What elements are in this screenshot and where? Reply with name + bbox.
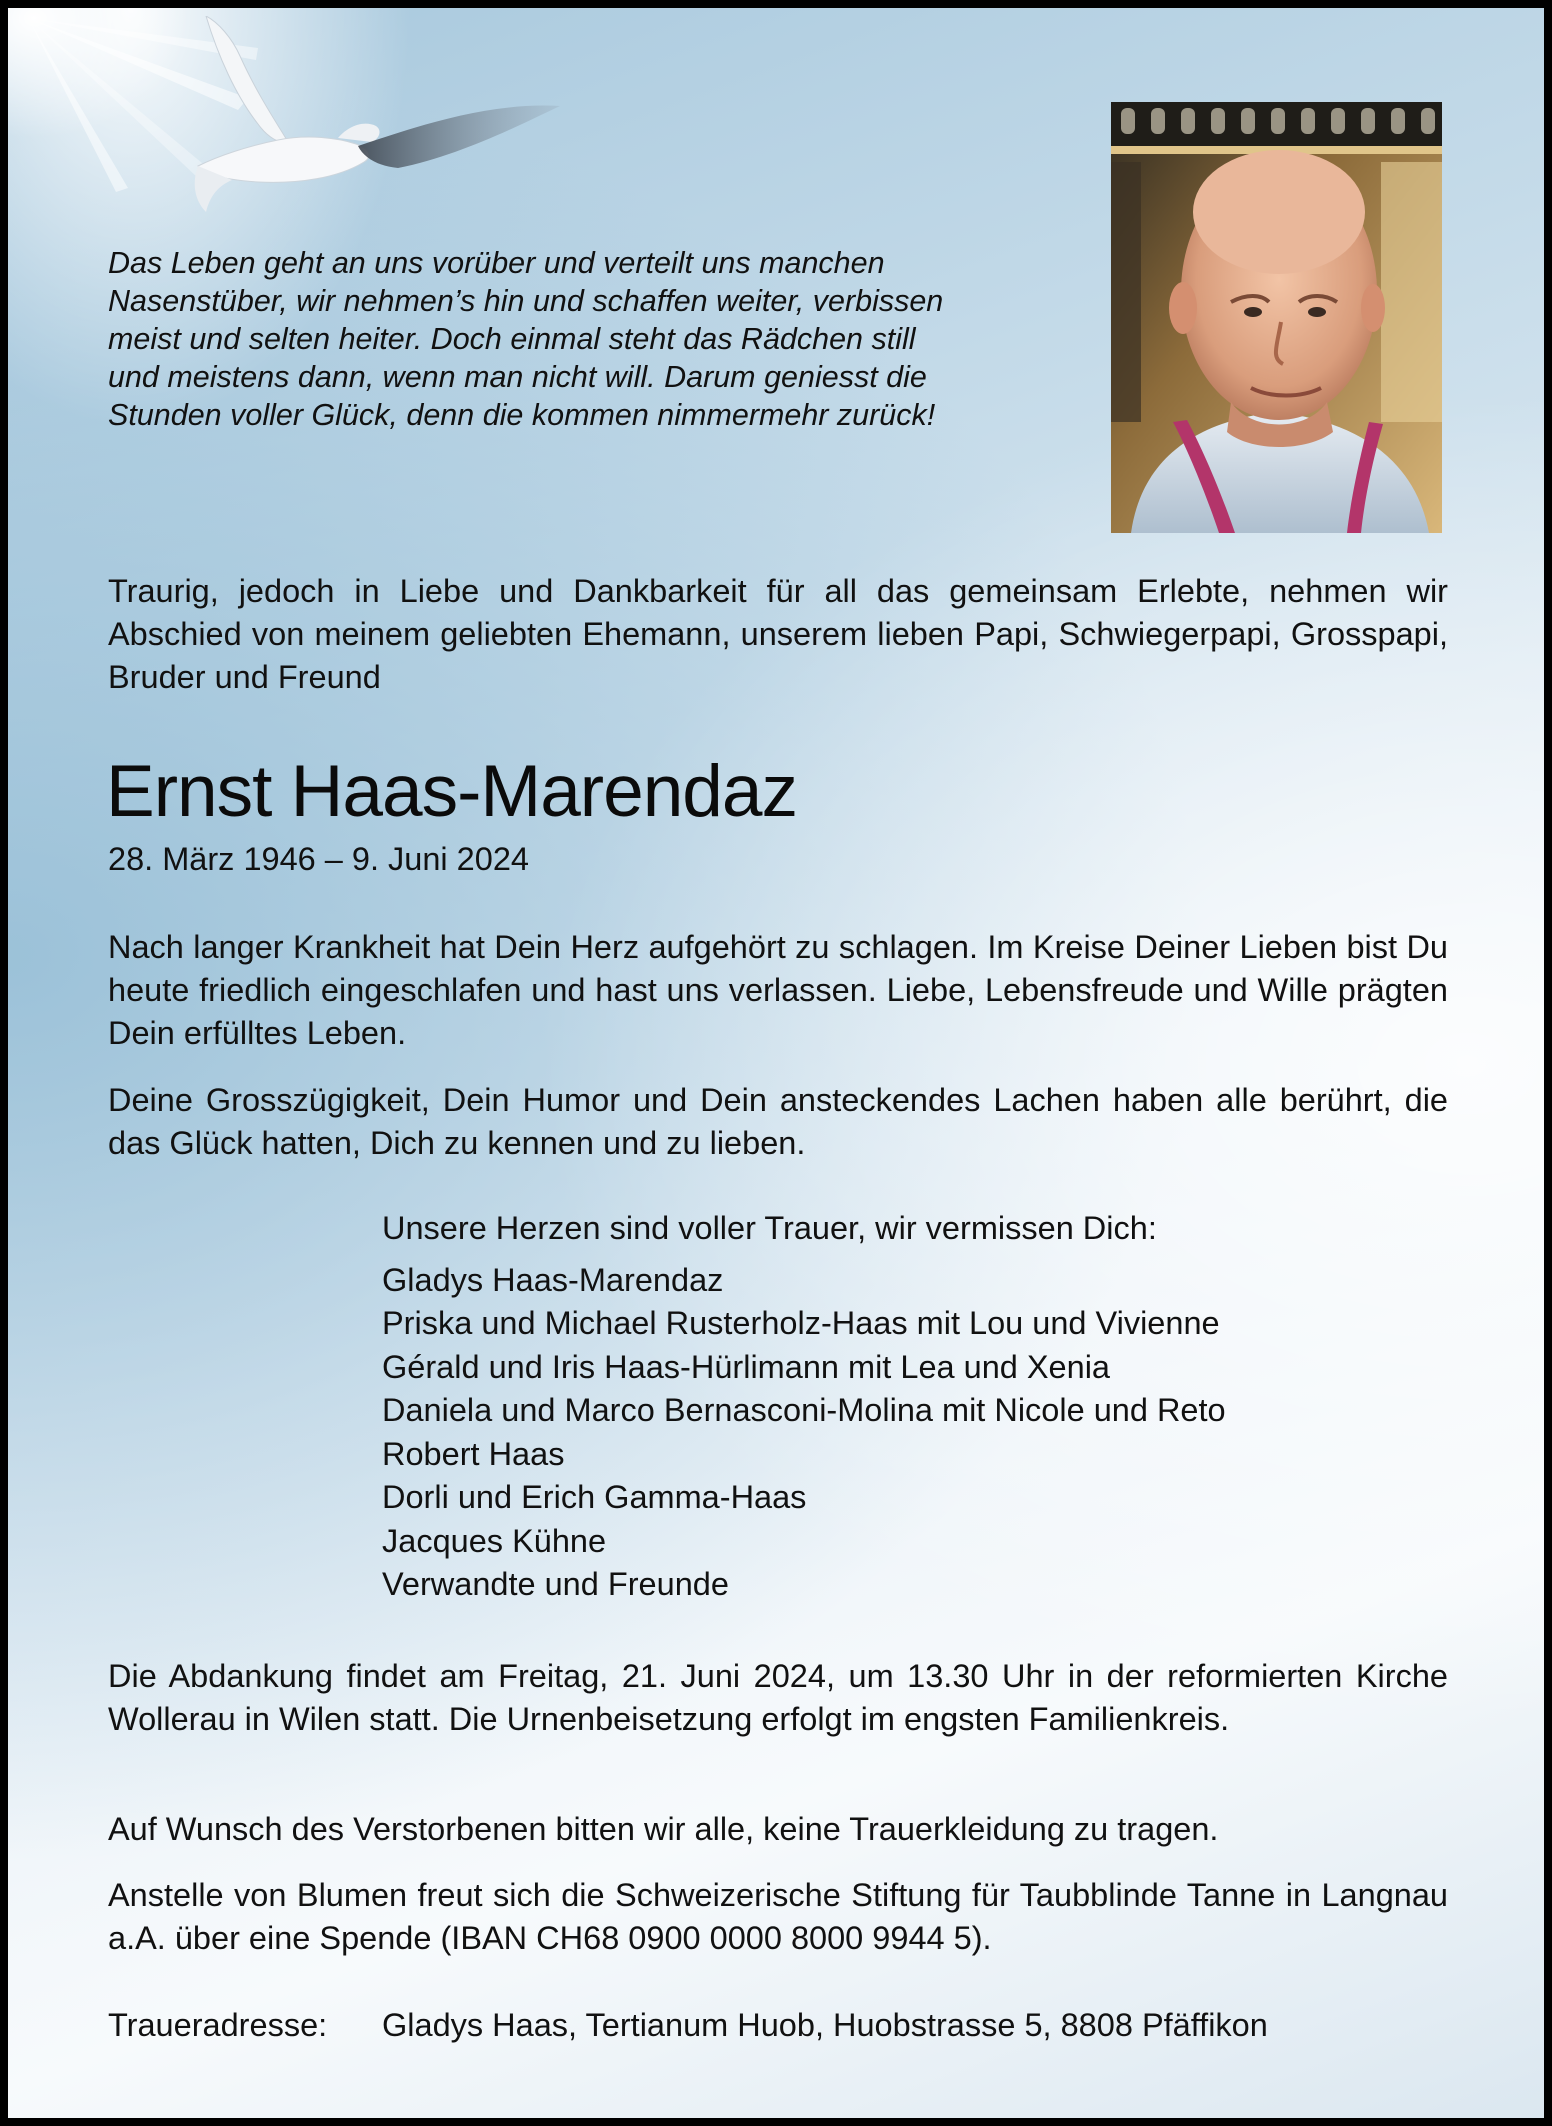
poem-line: Stunden voller Glück, denn die kommen nimmermehr zurück!	[108, 398, 936, 432]
mourner-name: Priska und Michael Rusterholz-Haas mit Lou und Vivienne	[382, 1305, 1220, 1341]
address-label: Traueradresse:	[108, 2007, 328, 2043]
poem-line: meist und selten heiter. Doch einmal steht das Rädchen still	[108, 322, 916, 356]
poem-line: Das Leben geht an uns vorüber und verteilt uns manchen	[108, 246, 885, 280]
poem	[108, 244, 1088, 434]
paragraph-service: Die Abdankung findet am Freitag, 21. Juni 2024, um 13.30 Uhr in der reformierten Kirche Wollerau in Wilen statt. Die Urnenbeisetzung erfolgt im engsten Familienkreis.	[108, 1658, 1448, 1737]
deceased-name: Ernst Haas-Marendaz	[106, 751, 798, 832]
mourner-name: Dorli und Erich Gamma-Haas	[382, 1479, 807, 1515]
paragraph-donation: Anstelle von Blumen freut sich die Schweizerische Stiftung für Taubblinde Tanne in Langnau a.A. über eine Spende (IBAN CH68 0900 0000 8000 9944 5).	[108, 1877, 1448, 1956]
paragraph-attire: Auf Wunsch des Verstorbenen bitten wir alle, keine Trauerkleidung zu tragen.	[108, 1811, 1219, 1847]
mourners-list	[382, 1207, 1452, 1607]
mourner-name: Daniela und Marco Bernasconi-Molina mit Nicole und Reto	[382, 1392, 1226, 1428]
portrait-photo	[1111, 102, 1442, 533]
dove-icon	[188, 16, 568, 236]
mourner-name: Gérald und Iris Haas-Hürlimann mit Lea und Xenia	[382, 1348, 1110, 1385]
mourners-lead: Unsere Herzen sind voller Trauer, wir vermissen Dich:	[382, 1210, 1157, 1246]
intro-text: Traurig, jedoch in Liebe und Dankbarkeit für all das gemeinsam Erlebte, nehmen wir Abschied von meinem geliebten Ehemann, unserem lieben Papi, Schwiegerpapi, Grosspapi, Bruder und Freund	[108, 573, 1448, 695]
mourning-address	[108, 2004, 1268, 2047]
mourner-name: Gladys Haas-Marendaz	[382, 1261, 724, 1298]
paragraph-illness: Nach langer Krankheit hat Dein Herz aufgehört zu schlagen. Im Kreise Deiner Lieben bist Du heute friedlich eingeschlafen und hast uns verlassen. Liebe, Lebensfreude und Wille prägten Dein erfülltes Leben.	[108, 929, 1448, 1051]
life-dates: 28. März 1946 – 9. Juni 2024	[108, 841, 529, 877]
address-value: Gladys Haas, Tertianum Huob, Huobstrasse 5, 8808 Pfäffikon	[382, 2007, 1268, 2043]
mourner-name: Jacques Kühne	[382, 1522, 607, 1559]
poem-line: Nasenstüber, wir nehmen’s hin und schaffen weiter, verbissen	[108, 284, 944, 318]
poem-line: und meistens dann, wenn man nicht will. Darum geniesst die	[108, 360, 927, 394]
mourner-name: Robert Haas	[382, 1435, 565, 1472]
mourner-name: Verwandte und Freunde	[382, 1566, 729, 1602]
paragraph-tribute: Deine Grosszügigkeit, Dein Humor und Dein ansteckendes Lachen haben alle berührt, die das Glück hatten, Dich zu kennen und zu lieben.	[108, 1082, 1448, 1161]
